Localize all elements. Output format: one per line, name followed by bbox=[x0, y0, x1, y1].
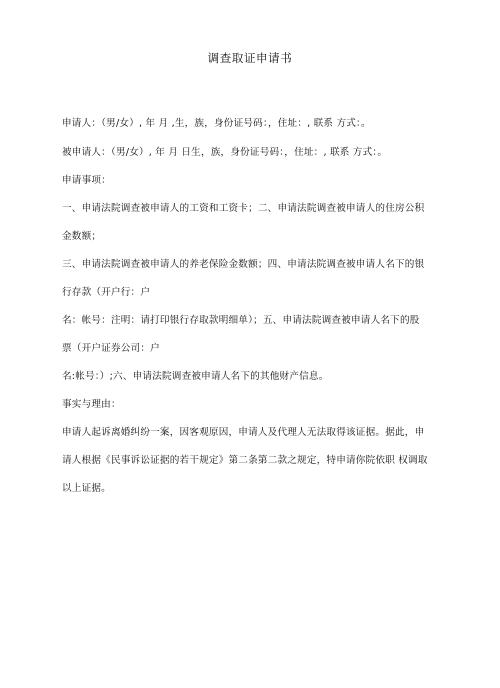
applicant-info-line: 申请人：（男/女）, 年 月 ,生，族，身份证号码：，住址：, 联系 方式：。 bbox=[62, 118, 371, 129]
document-title: 调查取证申请书 bbox=[207, 51, 293, 65]
request-item-line: 行存款（开户行：户 bbox=[62, 287, 151, 298]
request-item-line: 三、申请法院调查被申请人的养老保险金数额；四、申请法院调查被申请人名下的银 bbox=[62, 259, 425, 270]
request-item-line: 票（开户证券公司：户 bbox=[62, 343, 160, 354]
request-item-line: 一、申请法院调查被申请人的工资和工资卡；二、申请法院调查被申请人的住房公积 bbox=[62, 203, 425, 214]
facts-reasons-line: 请人根据《民事诉讼证据的若干规定》第二条第二款之规定，特申请你院依职 权调取 bbox=[62, 455, 428, 466]
request-item-line: 金数额； bbox=[62, 231, 102, 242]
request-items-heading: 申请事项： bbox=[62, 175, 111, 186]
request-item-line: 名:帐号：）;六、申请法院调查被申请人名下的其他财产信息。 bbox=[62, 371, 329, 382]
request-item-line: 名：帐号：注明：请打印银行存取款明细单）；五、申请法院调查被申请人名下的股 bbox=[62, 315, 420, 326]
facts-reasons-line: 以上证据。 bbox=[62, 483, 111, 494]
respondent-info-line: 被申请人：（男/女）, 年 月 日生，族，身份证号码：，住址：, 联系 方式：。 bbox=[62, 147, 388, 158]
facts-reasons-line: 申请人起诉离婚纠纷一案，因客观原因，申请人及代理人无法取得该证据。据此，申 bbox=[62, 427, 425, 438]
facts-reasons-heading: 事实与理由： bbox=[62, 399, 121, 410]
